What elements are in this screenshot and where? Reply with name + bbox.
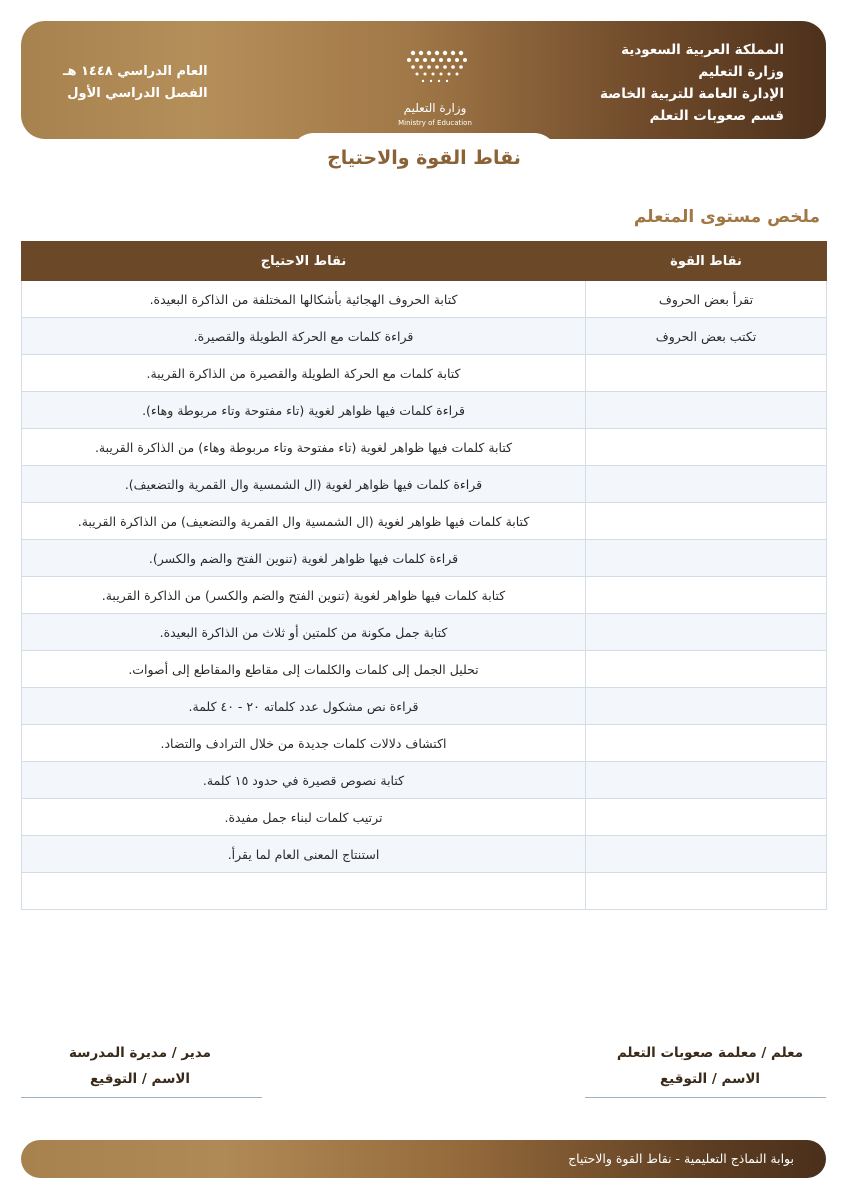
- teacher-name-sign: الاسم / التوقيع: [659, 1071, 761, 1087]
- section-name: قسم صعوبات التعلم: [649, 108, 784, 124]
- header-term-info: [63, 61, 208, 105]
- need-cell: قراءة نص مشكول عدد كلماته ٢٠ - ٤٠ كلمة.: [22, 688, 586, 725]
- table-row: [22, 503, 827, 540]
- table-row: [22, 577, 827, 614]
- strength-cell: [586, 799, 827, 836]
- table-row: [22, 762, 827, 799]
- strength-cell: [586, 355, 827, 392]
- strength-cell: [586, 503, 827, 540]
- table-row: [22, 688, 827, 725]
- kingdom-name: المملكة العربية السعودية: [621, 42, 784, 58]
- need-cell: تحليل الجمل إلى كلمات والكلمات إلى مقاطع والمقاطع إلى أصوات.: [22, 651, 586, 688]
- logo-english-text: Ministry of Education: [398, 119, 472, 127]
- table-row: [22, 466, 827, 503]
- ministry-logo: [383, 47, 487, 131]
- table-row: [22, 318, 827, 355]
- principal-signature-line: [21, 1097, 262, 1098]
- strength-cell: [586, 429, 827, 466]
- header-needs: نقاط الاحتياج: [22, 242, 586, 281]
- table-row: [22, 392, 827, 429]
- strength-cell: [586, 540, 827, 577]
- footer-banner: [21, 1140, 826, 1178]
- strength-cell: [586, 725, 827, 762]
- strength-cell: [586, 836, 827, 873]
- section-title: ملخص مستوى المتعلم: [633, 207, 820, 227]
- logo-arabic-text: وزارة التعليم: [403, 101, 467, 115]
- need-cell: [22, 873, 586, 910]
- strength-cell: [586, 651, 827, 688]
- table-body: [22, 281, 827, 910]
- ministry-name: وزارة التعليم: [698, 64, 784, 80]
- need-cell: قراءة كلمات فيها ظواهر لغوية (تاء مفتوحة وتاء مربوطة وهاء).: [22, 392, 586, 429]
- footer-text: بوابة النماذج التعليمية - نقاط القوة والاحتياج: [568, 1151, 794, 1166]
- need-cell: ترتيب كلمات لبناء جمل مفيدة.: [22, 799, 586, 836]
- need-cell: قراءة كلمات فيها ظواهر لغوية (ال الشمسية وال القمرية والتضعيف).: [22, 466, 586, 503]
- strength-cell: [586, 688, 827, 725]
- need-cell: استنتاج المعنى العام لما يقرأ.: [22, 836, 586, 873]
- table-row: [22, 836, 827, 873]
- academic-year: العام الدراسي ١٤٤٨ هـ: [63, 64, 208, 79]
- teacher-title: معلم / معلمة صعوبات التعلم: [616, 1045, 804, 1061]
- principal-name-sign: الاسم / التوقيع: [89, 1071, 191, 1087]
- strength-cell: تقرأ بعض الحروف: [586, 281, 827, 318]
- strength-cell: [586, 577, 827, 614]
- strength-cell: [586, 392, 827, 429]
- need-cell: كتابة كلمات فيها ظواهر لغوية (ال الشمسية وال القمرية والتضعيف) من الذاكرة القريبة.: [22, 503, 586, 540]
- table-row: [22, 614, 827, 651]
- need-cell: كتابة كلمات مع الحركة الطويلة والقصيرة من الذاكرة القريبة.: [22, 355, 586, 392]
- need-cell: قراءة كلمات فيها ظواهر لغوية (تنوين الفتح والضم والكسر).: [22, 540, 586, 577]
- strength-cell: تكتب بعض الحروف: [586, 318, 827, 355]
- need-cell: كتابة كلمات فيها ظواهر لغوية (تاء مفتوحة وتاء مربوطة وهاء) من الذاكرة القريبة.: [22, 429, 586, 466]
- teacher-signature-line: [585, 1097, 826, 1098]
- table-header-row: [22, 242, 827, 281]
- header-banner: [21, 21, 826, 139]
- table-row: [22, 429, 827, 466]
- header-strengths: نقاط القوة: [586, 242, 827, 281]
- need-cell: كتابة جمل مكونة من كلمتين أو ثلاث من الذاكرة البعيدة.: [22, 614, 586, 651]
- strength-cell: [586, 614, 827, 651]
- need-cell: كتابة الحروف الهجائية بأشكالها المختلفة من الذاكرة البعيدة.: [22, 281, 586, 318]
- table-row: [22, 651, 827, 688]
- strength-cell: [586, 762, 827, 799]
- table-row: [22, 355, 827, 392]
- strengths-needs-table: [21, 241, 827, 910]
- table-row: [22, 281, 827, 318]
- principal-title: مدير / مديرة المدرسة: [68, 1045, 212, 1061]
- ministry-logo-icon: [383, 47, 487, 99]
- page-title: نقاط القوة والاحتياج: [327, 147, 521, 169]
- table-row: [22, 873, 827, 910]
- semester: الفصل الدراسي الأول: [67, 86, 208, 101]
- need-cell: كتابة كلمات فيها ظواهر لغوية (تنوين الفتح والضم والكسر) من الذاكرة القريبة.: [22, 577, 586, 614]
- table-row: [22, 540, 827, 577]
- table-row: [22, 725, 827, 762]
- need-cell: كتابة نصوص قصيرة في حدود ١٥ كلمة.: [22, 762, 586, 799]
- table-row: [22, 799, 827, 836]
- need-cell: قراءة كلمات مع الحركة الطويلة والقصيرة.: [22, 318, 586, 355]
- department-name: الإدارة العامة للتربية الخاصة: [600, 86, 784, 102]
- need-cell: اكتشاف دلالات كلمات جديدة من خلال الترادف والتضاد.: [22, 725, 586, 762]
- strength-cell: [586, 466, 827, 503]
- strength-cell: [586, 873, 827, 910]
- header-organization: [600, 39, 784, 127]
